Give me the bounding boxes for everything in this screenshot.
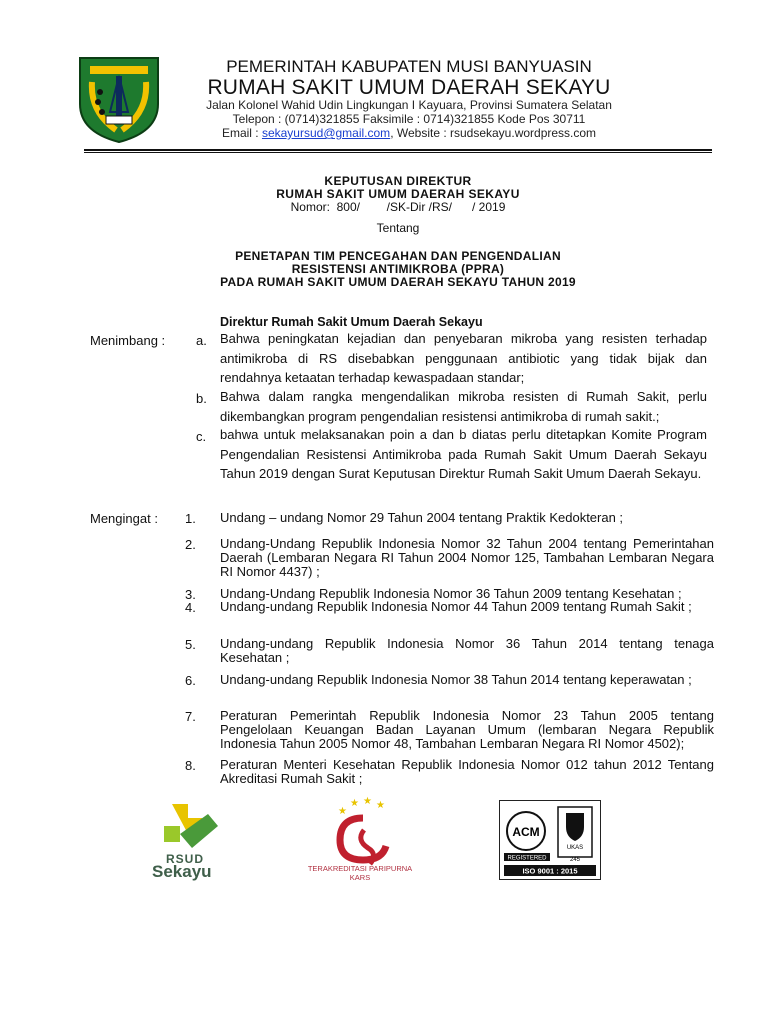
mengingat-item: Undang-undang Republik Indonesia Nomor 36 Tahun 2014 tentang tenaga Kesehatan ; xyxy=(220,636,714,665)
iso-certification-logo xyxy=(499,800,601,880)
list-marker: 4. xyxy=(185,600,196,615)
list-marker: a. xyxy=(196,333,207,348)
iso-ukas-text: UKAS xyxy=(566,845,584,851)
svg-text:★: ★ xyxy=(338,806,347,817)
iso-ukas-number: 245 xyxy=(569,857,581,863)
address-line: Jalan Kolonel Wahid Udin Lingkungan I Kayuara, Provinsi Sumatera Selatan xyxy=(206,98,612,112)
mengingat-item: Peraturan Pemerintah Republik Indonesia Nomor 23 Tahun 2005 tentang Pengelolaan Keuangan Badan Layanan Umum (lembaran Negara Republik Indonesia Tahun 2005 Nomor 48, Tambahan Lembaran Negara RI Nomor 4502); xyxy=(220,708,714,751)
menimbang-label: Menimbang : xyxy=(90,333,166,348)
kars-caption: KARS xyxy=(349,873,371,882)
menimbang-item: Bahwa peningkatan kejadian dan penyebaran mikroba yang resisten terhadap antimikroba di RS disebabkan penggunaan antibiotic yang tidak bijak dan rendahnya ketaatan terhadap kewaspadaan standar; xyxy=(220,331,707,385)
svg-text:★: ★ xyxy=(350,798,359,809)
decree-number: Nomor: 800/ /SK-Dir /RS/ / 2019 xyxy=(290,200,506,214)
director-heading: Direktur Rumah Sakit Umum Daerah Sekayu xyxy=(220,315,483,329)
government-name: PEMERINTAH KABUPATEN MUSI BANYUASIN xyxy=(226,57,592,76)
rsud-logo-text: Sekayu xyxy=(152,862,212,881)
list-marker: 8. xyxy=(185,758,196,773)
mengingat-item: Undang-undang Republik Indonesia Nomor 38 Tahun 2014 tentang keperawatan ; xyxy=(220,672,692,687)
iso-acm-text: ACM xyxy=(512,825,540,839)
list-marker: c. xyxy=(196,429,207,444)
mengingat-item: Undang-undang Republik Indonesia Nomor 44 Tahun 2009 tentang Rumah Sakit ; xyxy=(220,599,692,614)
regency-emblem-logo xyxy=(76,52,162,144)
website-text: , Website : rsudsekayu.wordpress.com xyxy=(390,126,597,140)
iso-standard-text: ISO 9001 : 2015 xyxy=(522,866,578,876)
decree-title: KEPUTUSAN DIREKTUR xyxy=(324,174,472,188)
mengingat-item: Peraturan Menteri Kesehatan Republik Indonesia Nomor 012 tahun 2012 Tentang Akreditasi Rumah Sakit ; xyxy=(220,757,714,786)
contact-line xyxy=(170,126,648,140)
decree-issuer: RUMAH SAKIT UMUM DAERAH SEKAYU xyxy=(276,187,520,201)
list-marker: 3. xyxy=(185,587,196,602)
menimbang-item: bahwa untuk melaksanakan poin a dan b diatas perlu ditetapkan Komite Program Pengendalian Resistensi Antimikroba pada Rumah Sakit Umum Daerah Sekayu Tahun 2019 dengan Surat Keputusan Direktur Rumah Sakit Umum Daerah Sekayu. xyxy=(220,427,707,481)
list-marker: 1. xyxy=(185,511,196,526)
kars-accreditation-logo xyxy=(330,796,396,868)
menimbang-item: Bahwa dalam rangka mengendalikan mikroba resisten di Rumah Sakit, perlu dikembangkan program pengendalian resistensi antimikroba di rumah sakit.; xyxy=(220,389,707,424)
mengingat-item: Undang-Undang Republik Indonesia Nomor 36 Tahun 2009 tentang Kesehatan ; xyxy=(220,586,682,601)
kars-caption: TERAKREDITASI PARIPURNA xyxy=(307,864,413,873)
header-divider xyxy=(84,149,712,153)
svg-text:★: ★ xyxy=(376,800,385,811)
mengingat-item: Undang-Undang Republik Indonesia Nomor 32 Tahun 2004 tentang Pemerintahan Daerah (Lembaran Negara RI Tahun 2004 Nomor 125, Tambahan Lembaran Negara RI Nomor 4437) ; xyxy=(220,536,714,579)
list-marker: 7. xyxy=(185,709,196,724)
list-marker: 2. xyxy=(185,537,196,552)
email-label: Email : xyxy=(221,126,262,140)
mengingat-item: Undang – undang Nomor 29 Tahun 2004 tentang Praktik Kedokteran ; xyxy=(220,510,624,525)
list-marker: 6. xyxy=(185,673,196,688)
email-link[interactable]: sekayursud@gmail.com xyxy=(261,126,391,140)
rsud-logo-text: RSUD xyxy=(166,852,205,866)
decree-subject-line: PENETAPAN TIM PENCEGAHAN DAN PENGENDALIAN xyxy=(235,249,561,263)
decree-subject-line: PADA RUMAH SAKIT UMUM DAERAH SEKAYU TAHUN 2019 xyxy=(220,275,576,289)
phone-line: Telepon : (0714)321855 Faksimile : 0714)321855 Kode Pos 30711 xyxy=(232,112,586,126)
list-marker: b. xyxy=(196,391,207,406)
list-marker: 5. xyxy=(185,637,196,652)
decree-subject-line: RESISTENSI ANTIMIKROBA (PPRA) xyxy=(291,262,505,276)
decree-about: Tentang xyxy=(376,221,420,235)
hospital-name: RUMAH SAKIT UMUM DAERAH SEKAYU xyxy=(207,76,611,99)
mengingat-label: Mengingat : xyxy=(90,511,158,526)
iso-registered-text: REGISTERED xyxy=(507,855,547,862)
svg-text:★: ★ xyxy=(363,796,372,807)
